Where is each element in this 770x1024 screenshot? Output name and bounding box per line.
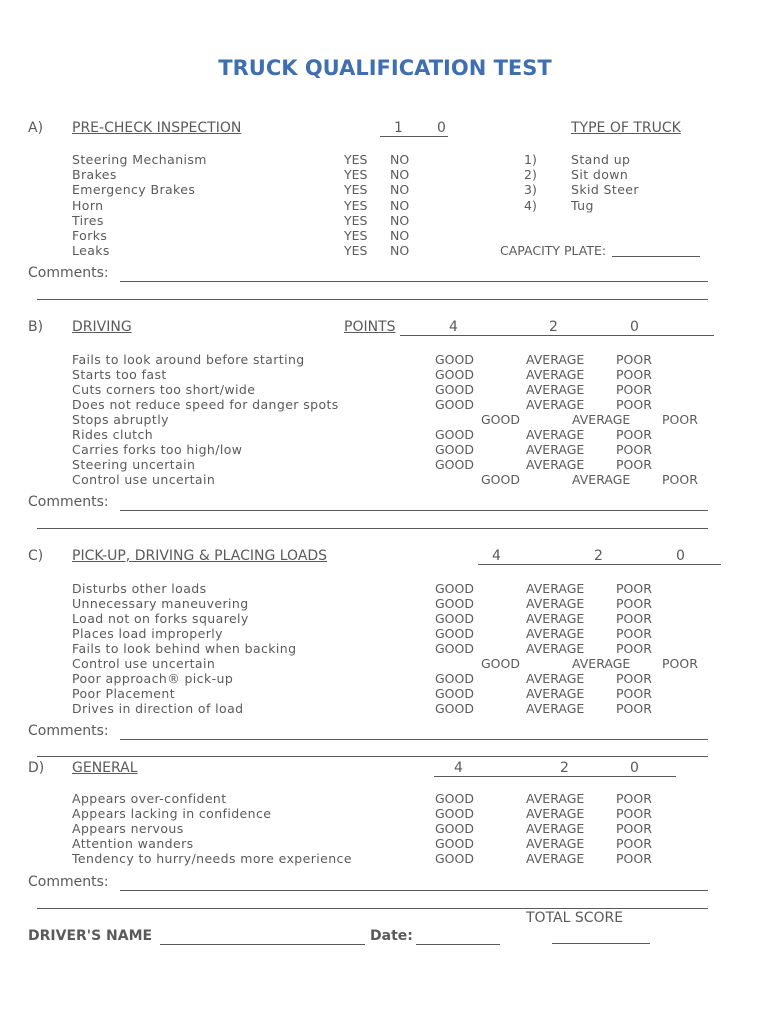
rating-average[interactable]: AVERAGE: [526, 367, 585, 382]
rating-good[interactable]: GOOD: [435, 791, 474, 806]
points-label: POINTS: [344, 319, 396, 335]
rating-poor[interactable]: POOR: [616, 701, 652, 716]
truck-type-option[interactable]: Tug: [571, 198, 594, 213]
criterion-label: Appears lacking in confidence: [72, 806, 272, 821]
criterion-label: Drives in direction of load: [72, 701, 244, 716]
yes-option[interactable]: YES: [344, 152, 368, 167]
points-4-label: 4: [449, 319, 458, 335]
rating-average[interactable]: AVERAGE: [572, 472, 631, 487]
section-c-comments-line-1[interactable]: [120, 739, 708, 740]
no-option[interactable]: NO: [390, 198, 410, 213]
rating-good[interactable]: GOOD: [435, 821, 474, 836]
inspection-item-label: Horn: [72, 198, 104, 213]
no-option[interactable]: NO: [390, 213, 410, 228]
rating-good[interactable]: GOOD: [435, 671, 474, 686]
total-score-label: TOTAL SCORE: [526, 910, 624, 926]
section-a-comments-label: Comments:: [28, 265, 109, 281]
rating-poor[interactable]: POOR: [616, 791, 652, 806]
rating-good[interactable]: GOOD: [481, 412, 520, 427]
rating-average[interactable]: AVERAGE: [572, 656, 631, 671]
rating-poor[interactable]: POOR: [616, 626, 652, 641]
criterion-label: Poor Placement: [72, 686, 176, 701]
rating-poor[interactable]: POOR: [616, 641, 652, 656]
rating-poor[interactable]: POOR: [616, 806, 652, 821]
rating-average[interactable]: AVERAGE: [526, 686, 585, 701]
rating-good[interactable]: GOOD: [435, 427, 474, 442]
criterion-label: Steering uncertain: [72, 457, 196, 472]
rating-poor[interactable]: POOR: [616, 367, 652, 382]
yes-option[interactable]: YES: [344, 243, 368, 258]
inspection-item-label: Brakes: [72, 167, 117, 182]
criterion-label: Appears over-confident: [72, 791, 227, 806]
points-0-label: 0: [676, 548, 685, 564]
rating-good[interactable]: GOOD: [435, 397, 474, 412]
rating-good[interactable]: GOOD: [435, 626, 474, 641]
points-0-label: 0: [630, 319, 639, 335]
rating-average[interactable]: AVERAGE: [526, 397, 585, 412]
inspection-item-label: Leaks: [72, 243, 110, 258]
capacity-plate-field[interactable]: [612, 256, 700, 257]
rating-poor[interactable]: POOR: [616, 686, 652, 701]
section-c-comments-label: Comments:: [28, 723, 109, 739]
rating-average[interactable]: AVERAGE: [526, 641, 585, 656]
rating-good[interactable]: GOOD: [435, 611, 474, 626]
criterion-label: Cuts corners too short/wide: [72, 382, 256, 397]
score-0-label: 0: [437, 120, 446, 136]
inspection-item-label: Emergency Brakes: [72, 182, 196, 197]
rating-average[interactable]: AVERAGE: [526, 806, 585, 821]
section-b-score-header: [400, 319, 714, 336]
criterion-label: Fails to look around before starting: [72, 352, 305, 367]
score-1-label: 1: [394, 120, 403, 136]
section-b-comments-label: Comments:: [28, 494, 109, 510]
section-c-score-header: [478, 548, 721, 565]
total-score-field[interactable]: [552, 943, 650, 944]
rating-good[interactable]: GOOD: [435, 806, 474, 821]
rating-poor[interactable]: POOR: [616, 821, 652, 836]
rating-average[interactable]: AVERAGE: [526, 791, 585, 806]
rating-poor[interactable]: POOR: [616, 851, 652, 866]
section-d-letter: D): [28, 760, 45, 776]
truck-type-option[interactable]: Skid Steer: [571, 182, 639, 197]
points-0-label: 0: [630, 760, 639, 776]
rating-average[interactable]: AVERAGE: [526, 596, 585, 611]
criterion-label: Control use uncertain: [72, 472, 216, 487]
criterion-label: Fails to look behind when backing: [72, 641, 297, 656]
rating-poor[interactable]: POOR: [616, 581, 652, 596]
yes-option[interactable]: YES: [344, 198, 368, 213]
date-label: Date:: [370, 928, 413, 944]
yes-option[interactable]: YES: [344, 228, 368, 243]
rating-average[interactable]: AVERAGE: [526, 701, 585, 716]
rating-good[interactable]: GOOD: [435, 581, 474, 596]
type-of-truck-title: TYPE OF TRUCK: [571, 120, 681, 136]
points-2-label: 2: [549, 319, 558, 335]
yes-option[interactable]: YES: [344, 167, 368, 182]
no-option[interactable]: NO: [390, 243, 410, 258]
section-d-comments-label: Comments:: [28, 874, 109, 890]
criterion-label: Tendency to hurry/needs more experience: [72, 851, 352, 866]
rating-poor[interactable]: POOR: [616, 611, 652, 626]
inspection-item-label: Tires: [72, 213, 104, 228]
section-d-comments-line-1[interactable]: [120, 890, 708, 891]
rating-average[interactable]: AVERAGE: [572, 412, 631, 427]
rating-good[interactable]: GOOD: [435, 686, 474, 701]
truck-type-number: 1): [524, 152, 537, 167]
yes-option[interactable]: YES: [344, 213, 368, 228]
rating-poor[interactable]: POOR: [616, 442, 652, 457]
rating-average[interactable]: AVERAGE: [526, 851, 585, 866]
section-c-comments-line-2[interactable]: [37, 756, 708, 757]
truck-type-option[interactable]: Sit down: [571, 167, 629, 182]
rating-poor[interactable]: POOR: [616, 836, 652, 851]
rating-poor[interactable]: POOR: [616, 397, 652, 412]
rating-average[interactable]: AVERAGE: [526, 352, 585, 367]
yes-option[interactable]: YES: [344, 182, 368, 197]
section-c-title: PICK-UP, DRIVING & PLACING LOADS: [72, 548, 328, 564]
inspection-item-label: Forks: [72, 228, 108, 243]
rating-good[interactable]: GOOD: [435, 641, 474, 656]
rating-poor[interactable]: POOR: [662, 412, 698, 427]
truck-type-option[interactable]: Stand up: [571, 152, 631, 167]
criterion-label: Disturbs other loads: [72, 581, 207, 596]
section-c-letter: C): [28, 548, 44, 564]
rating-poor[interactable]: POOR: [616, 427, 652, 442]
points-2-label: 2: [594, 548, 603, 564]
truck-type-number: 2): [524, 167, 537, 182]
no-option[interactable]: NO: [390, 152, 410, 167]
truck-type-number: 3): [524, 182, 537, 197]
rating-poor[interactable]: POOR: [616, 352, 652, 367]
rating-average[interactable]: AVERAGE: [526, 821, 585, 836]
no-option[interactable]: NO: [390, 228, 410, 243]
section-d-title: GENERAL: [72, 760, 138, 776]
rating-average[interactable]: AVERAGE: [526, 442, 585, 457]
rating-average[interactable]: AVERAGE: [526, 611, 585, 626]
section-a-title: PRE-CHECK INSPECTION: [72, 120, 242, 136]
criterion-label: Unnecessary maneuvering: [72, 596, 249, 611]
drivers-name-label: DRIVER'S NAME: [28, 928, 153, 944]
section-d-score-header: [434, 760, 676, 777]
rating-poor[interactable]: POOR: [662, 472, 698, 487]
points-2-label: 2: [560, 760, 569, 776]
section-b-title: DRIVING: [72, 319, 132, 335]
section-b-comments-line-1[interactable]: [120, 510, 708, 511]
rating-poor[interactable]: POOR: [616, 671, 652, 686]
inspection-item-label: Steering Mechanism: [72, 152, 207, 167]
rating-good[interactable]: GOOD: [435, 442, 474, 457]
rating-poor[interactable]: POOR: [616, 382, 652, 397]
rating-good[interactable]: GOOD: [435, 851, 474, 866]
rating-average[interactable]: AVERAGE: [526, 626, 585, 641]
rating-good[interactable]: GOOD: [435, 457, 474, 472]
rating-good[interactable]: GOOD: [435, 701, 474, 716]
criterion-label: Does not reduce speed for danger spots: [72, 397, 339, 412]
criterion-label: Appears nervous: [72, 821, 184, 836]
rating-average[interactable]: AVERAGE: [526, 836, 585, 851]
section-a-score-header: [380, 120, 448, 137]
points-4-label: 4: [454, 760, 463, 776]
rating-poor[interactable]: POOR: [662, 656, 698, 671]
section-b-comments-line-2[interactable]: [37, 528, 708, 529]
rating-good[interactable]: GOOD: [435, 836, 474, 851]
rating-average[interactable]: AVERAGE: [526, 382, 585, 397]
criterion-label: Stops abruptly: [72, 412, 169, 427]
criterion-label: Places load improperly: [72, 626, 223, 641]
drivers-name-field[interactable]: [160, 944, 365, 945]
points-4-label: 4: [492, 548, 501, 564]
section-b-letter: B): [28, 319, 44, 335]
criterion-label: Carries forks too high/low: [72, 442, 243, 457]
criterion-label: Poor approach® pick-up: [72, 671, 234, 686]
rating-good[interactable]: GOOD: [435, 367, 474, 382]
capacity-plate-label: CAPACITY PLATE:: [500, 243, 607, 258]
criterion-label: Attention wanders: [72, 836, 194, 851]
rating-good[interactable]: GOOD: [481, 656, 520, 671]
section-a-comments-line-1[interactable]: [120, 281, 708, 282]
section-a-letter: A): [28, 120, 44, 136]
rating-average[interactable]: AVERAGE: [526, 581, 585, 596]
rating-good[interactable]: GOOD: [435, 382, 474, 397]
criterion-label: Control use uncertain: [72, 656, 216, 671]
criterion-label: Starts too fast: [72, 367, 167, 382]
criterion-label: Load not on forks squarely: [72, 611, 249, 626]
no-option[interactable]: NO: [390, 167, 410, 182]
rating-good[interactable]: GOOD: [481, 472, 520, 487]
date-field[interactable]: [416, 944, 500, 945]
page-title: TRUCK QUALIFICATION TEST: [218, 56, 552, 80]
rating-poor[interactable]: POOR: [616, 596, 652, 611]
truck-type-number: 4): [524, 198, 537, 213]
criterion-label: Rides clutch: [72, 427, 154, 442]
rating-good[interactable]: GOOD: [435, 596, 474, 611]
rating-average[interactable]: AVERAGE: [526, 671, 585, 686]
section-d-comments-line-2[interactable]: [37, 908, 708, 909]
rating-poor[interactable]: POOR: [616, 457, 652, 472]
rating-average[interactable]: AVERAGE: [526, 427, 585, 442]
no-option[interactable]: NO: [390, 182, 410, 197]
rating-good[interactable]: GOOD: [435, 352, 474, 367]
section-a-comments-line-2[interactable]: [37, 299, 708, 300]
rating-average[interactable]: AVERAGE: [526, 457, 585, 472]
